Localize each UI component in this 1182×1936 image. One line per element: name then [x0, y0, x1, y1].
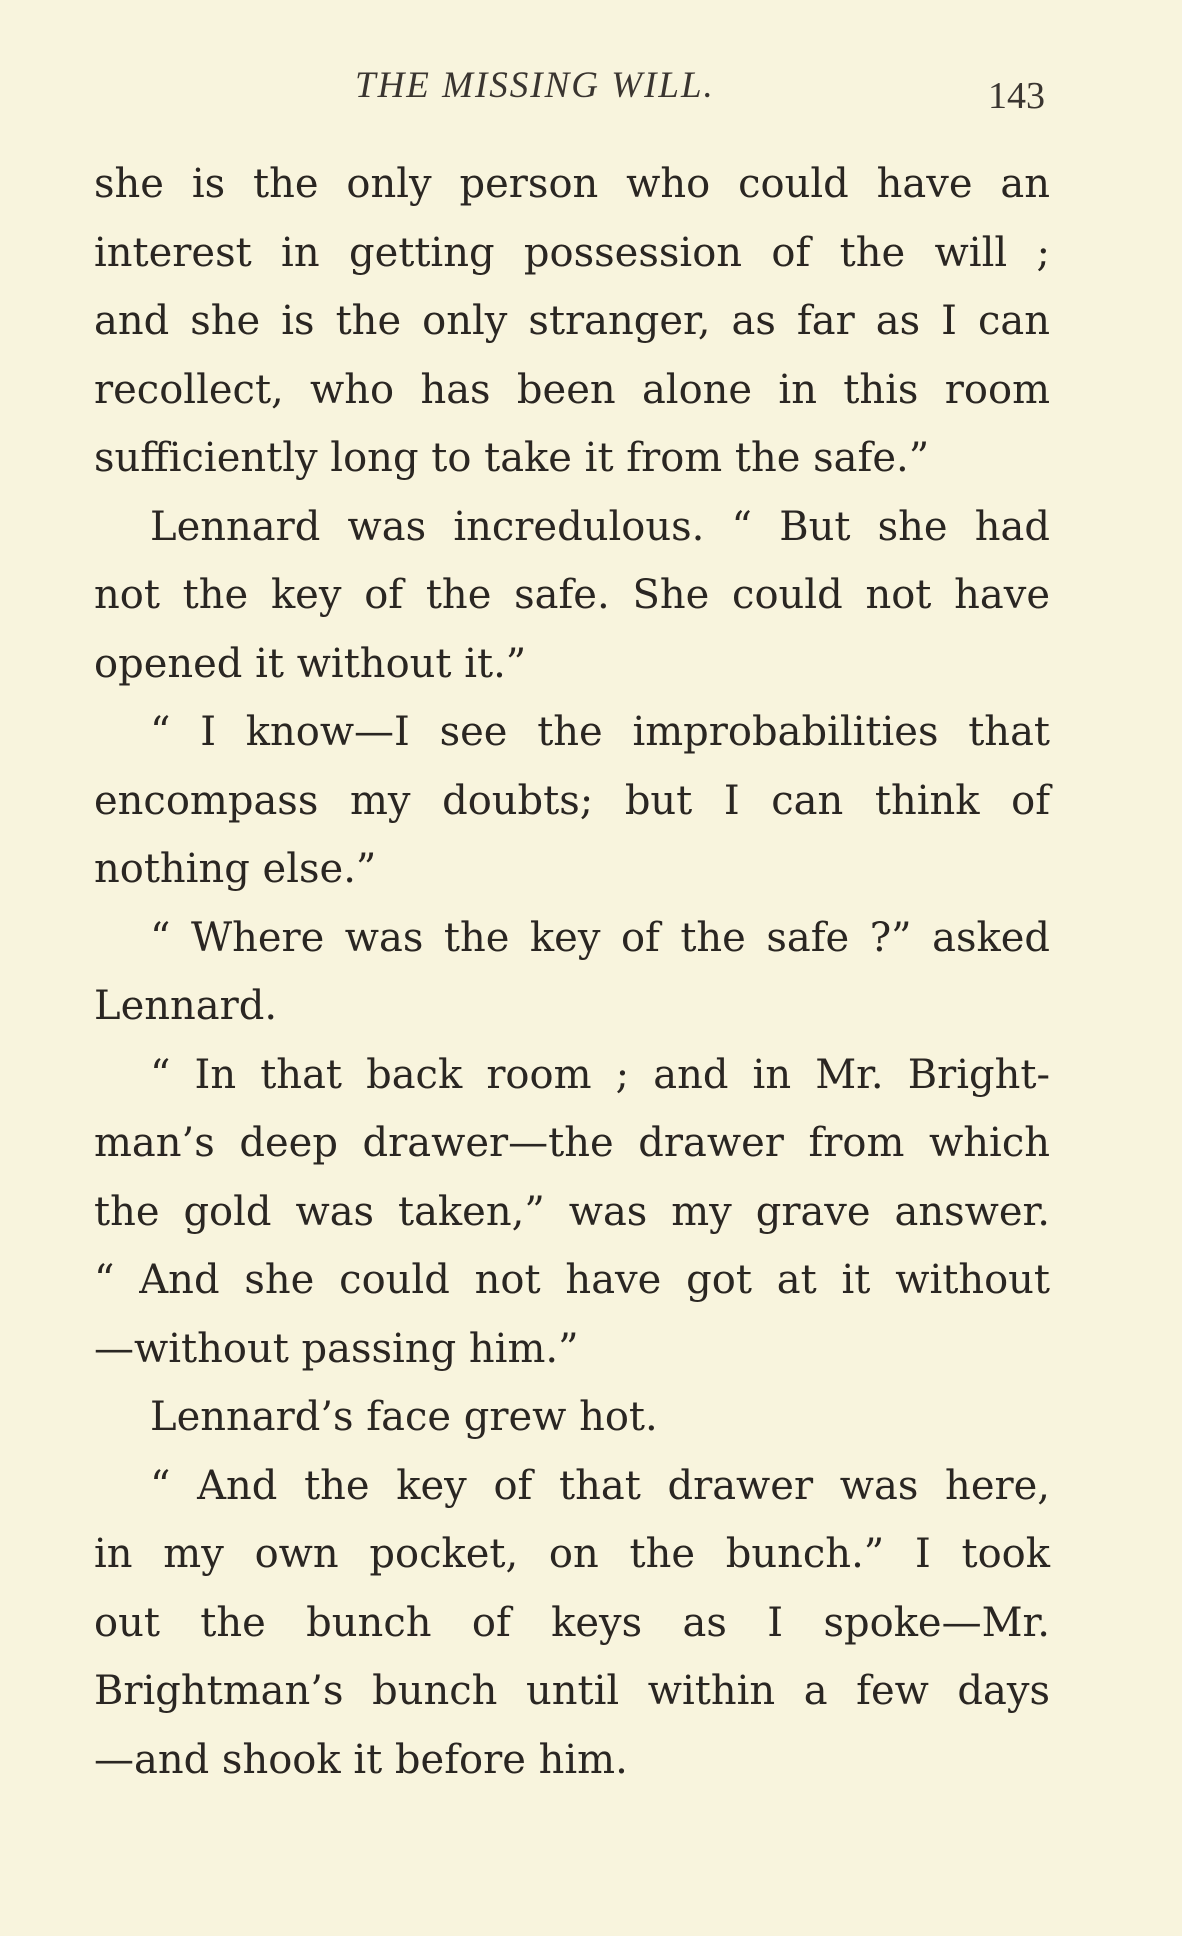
- text-line: “ I know—I see the improbabilities that: [150, 709, 1050, 755]
- text-line: “ And she could not have got at it without: [94, 1257, 1050, 1303]
- text-line: the gold was taken,” was my grave answer.: [94, 1188, 1050, 1235]
- text-line: Brightman’s bunch until within a few days: [94, 1668, 1050, 1714]
- text-line: she is the only person who could have an: [94, 161, 1050, 207]
- text-line: encompass my doubts; but I can think of: [94, 777, 1050, 824]
- text-line: sufficiently long to take it from the safe.”: [94, 435, 930, 481]
- text-line: “ And the key of that drawer was here,: [150, 1462, 1050, 1509]
- text-line: nothing else.”: [94, 846, 377, 892]
- text-line: not the key of the safe. She could not have: [94, 572, 1050, 618]
- body-text: [94, 150, 1050, 1794]
- text-line: Lennard was incredulous. “ But she had: [150, 503, 1050, 550]
- running-title: THE MISSING WILL.: [355, 65, 715, 106]
- text-line: man’s deep drawer—the drawer from which: [94, 1120, 1050, 1166]
- text-line: in my own pocket, on the bunch.” I took: [94, 1531, 1050, 1577]
- text-line: recollect, who has been alone in this room: [94, 366, 1050, 413]
- text-line: —and shook it before him.: [94, 1736, 628, 1783]
- page-number: 143: [988, 75, 1045, 117]
- text-line: “ In that back room ; and in Mr. Bright-: [150, 1051, 1050, 1098]
- text-line: Lennard.: [94, 983, 278, 1029]
- running-head: [0, 64, 1182, 117]
- text-line: “ Where was the key of the safe ?” asked: [150, 914, 1050, 961]
- text-line: —without passing him.”: [94, 1325, 579, 1372]
- text-line: out the bunch of keys as I spoke—Mr.: [94, 1599, 1050, 1646]
- text-line: and she is the only stranger, as far as I can: [94, 298, 1050, 344]
- text-line: opened it without it.”: [94, 640, 527, 687]
- text-line: Lennard’s face grew hot.: [150, 1394, 658, 1440]
- text-line: interest in getting possession of the will ;: [94, 229, 1050, 276]
